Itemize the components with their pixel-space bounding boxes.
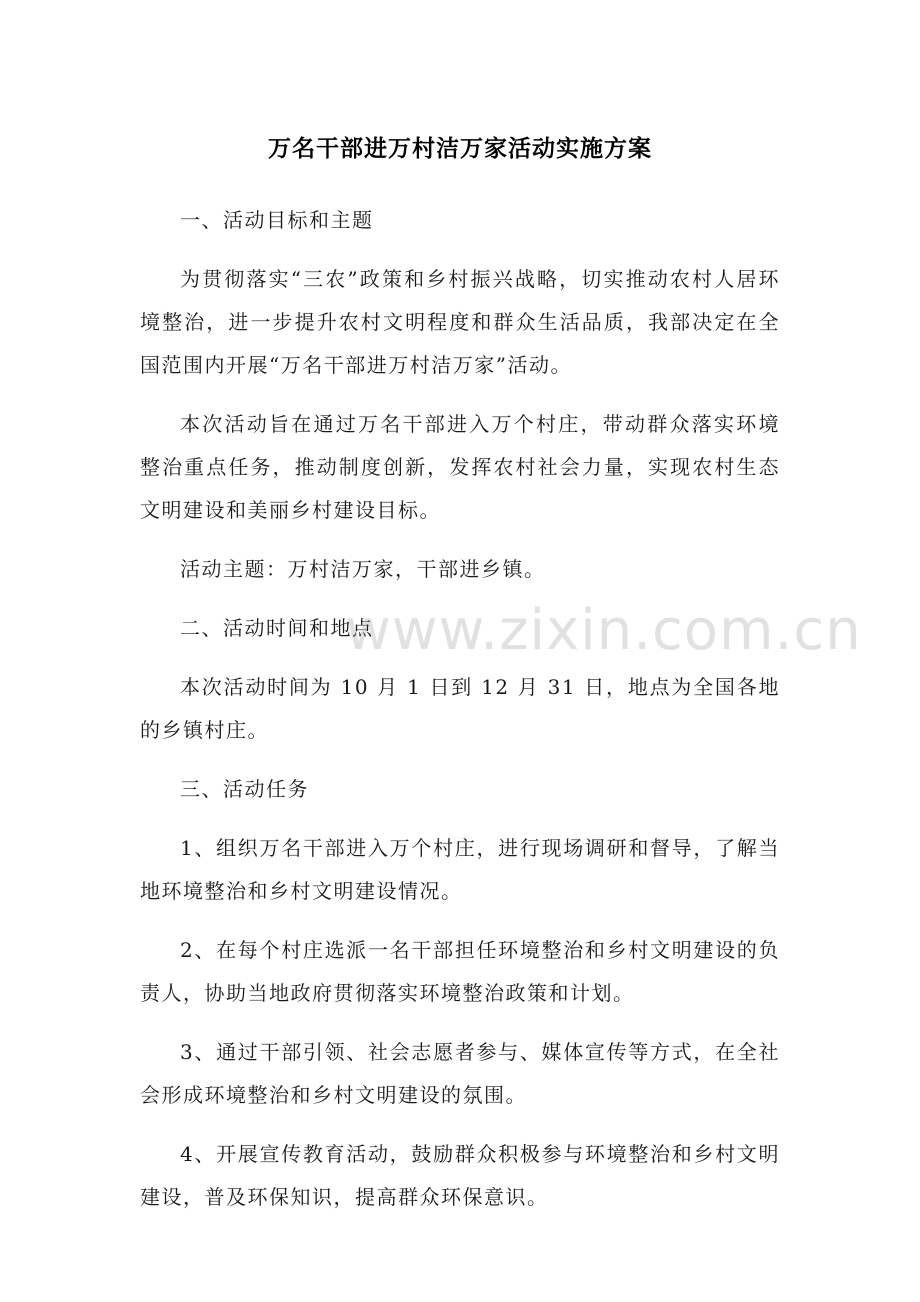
paragraph-purpose: 为贯彻落实“三农”政策和乡村振兴战略，切实推动农村人居环境整治，进一步提升农村文明程度和群众生活品质，我部决定在全国范围内开展“万名干部进万村洁万家”活动。 — [140, 267, 780, 377]
watermark: www.zixin.com.cn — [345, 598, 862, 663]
section-heading-tasks: 三、活动任务 — [180, 777, 309, 801]
paragraph-aim: 本次活动旨在通过万名干部进入万个村庄，带动群众落实环境整治重点任务，推动制度创新，发挥农村社会力量，实现农村生态文明建设和美丽乡村建设目标。 — [140, 412, 780, 522]
task-item-1: 1、组织万名干部进入万个村庄，进行现场调研和督导，了解当地环境整治和乡村文明建设情况。 — [140, 836, 780, 903]
task-item-2: 2、在每个村庄选派一名干部担任环境整治和乡村文明建设的负责人，协助当地政府贯彻落实环境整治政策和计划。 — [140, 938, 780, 1005]
paragraph-theme: 活动主题：万村洁万家，干部进乡镇。 — [180, 557, 546, 581]
section-heading-time-place: 二、活动时间和地点 — [180, 616, 374, 640]
task-item-4: 4、开展宣传教育活动，鼓励群众积极参与环境整治和乡村文明建设，普及环保知识，提高群众环保意识。 — [140, 1142, 780, 1209]
task-item-3: 3、通过干部引领、社会志愿者参与、媒体宣传等方式，在全社会形成环境整治和乡村文明建设的氛围。 — [140, 1040, 780, 1107]
document-body — [140, 199, 780, 1235]
paragraph-time-place: 本次活动时间为 10 月 1 日到 12 月 31 日，地点为全国各地的乡镇村庄。 — [140, 675, 780, 742]
section-heading-goals: 一、活动目标和主题 — [180, 208, 374, 232]
document-title: 万名干部进万村洁万家活动实施方案 — [268, 136, 652, 162]
